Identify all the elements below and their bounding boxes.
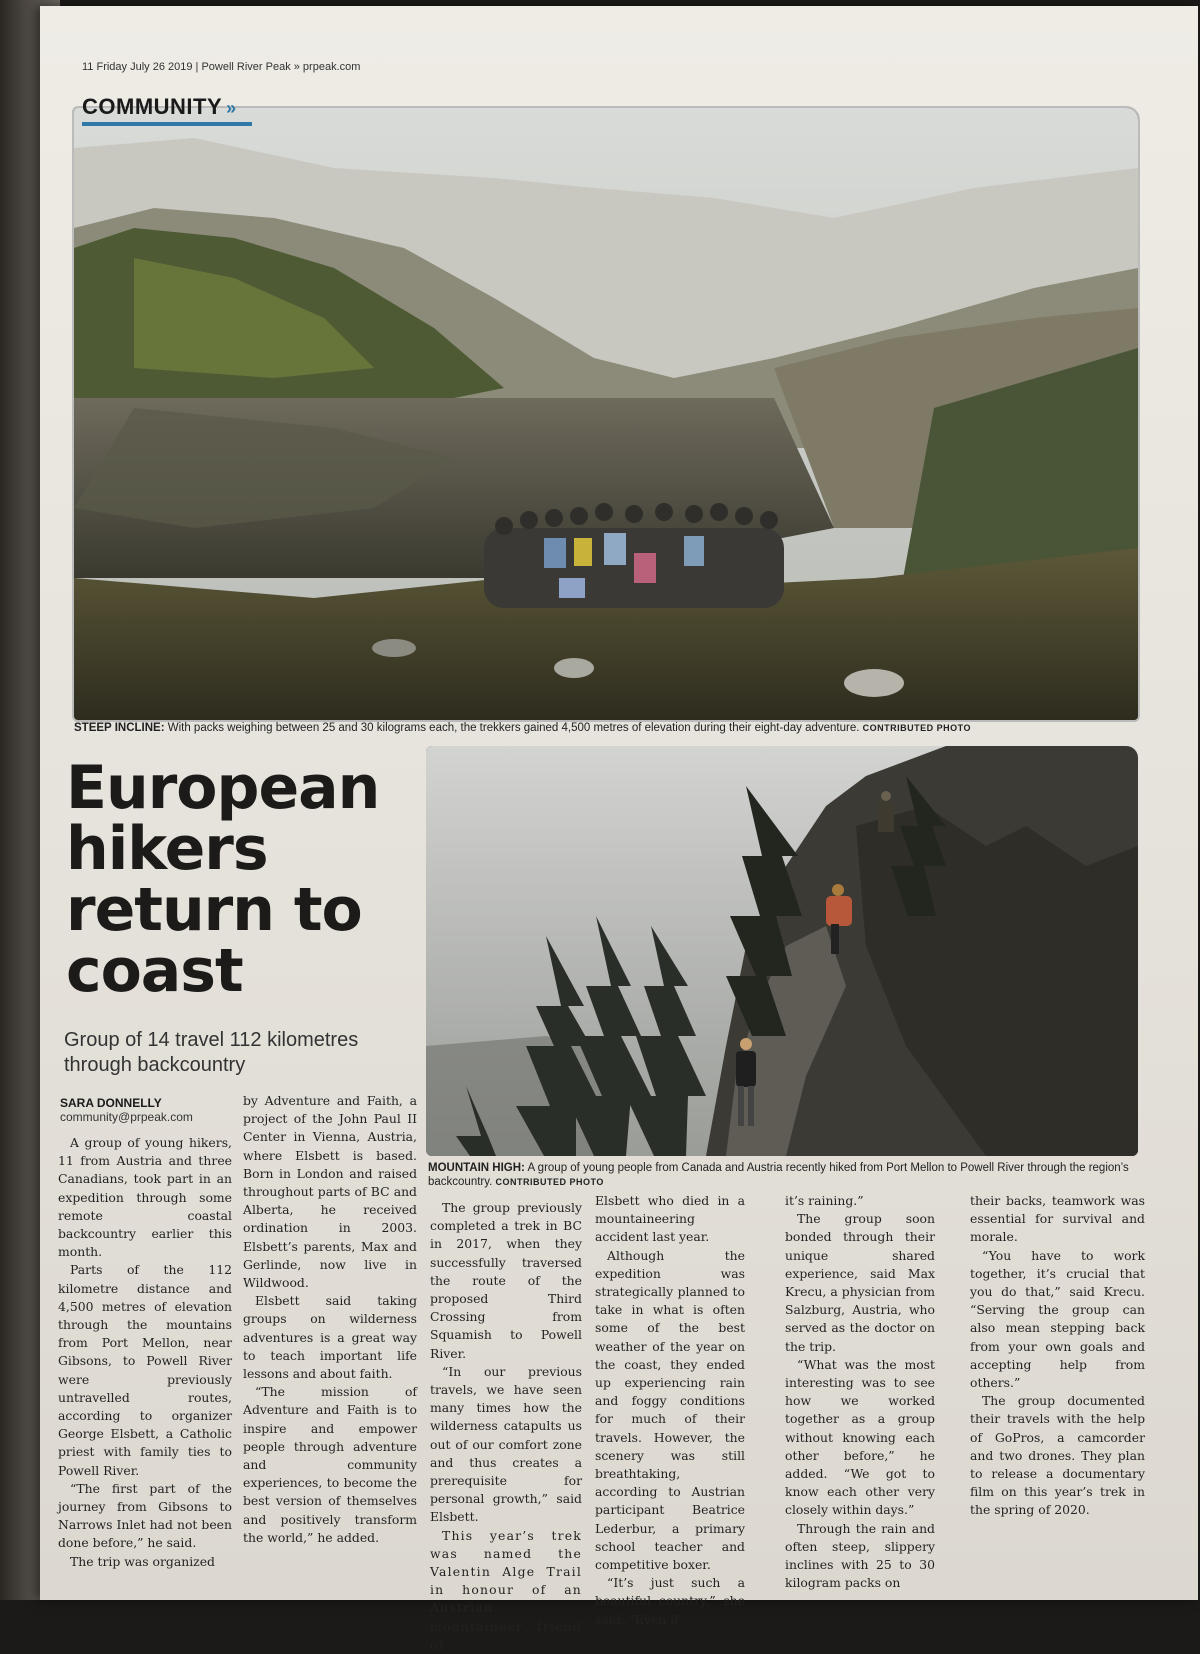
paragraph: The group previously completed a trek in BC in 2017, when they successfully traversed the route of the proposed Third Crossing from Squamish to Powell River. [430, 1200, 582, 1361]
caption-lead: STEEP INCLINE: [74, 722, 165, 734]
photo-lake-glacier [72, 106, 1140, 722]
caption-credit: CONTRIBUTED PHOTO [862, 723, 971, 733]
paragraph: The group soon bonded through their unique shared experience, said Max Krecu, a physician from Salzburg, Austria, who served as the doctor on the trip. [785, 1211, 935, 1354]
paragraph: Elsbett said taking groups on wilderness adventures is a great way to teach important life lessons and about faith. [243, 1293, 417, 1382]
article-column-2 [243, 1092, 417, 1547]
paragraph: “What was the most interesting was to see how we worked together as a group without knowing each other before,” he added. “We got to know each other very closely within days.” [785, 1356, 935, 1518]
article-headline: European hikers return to coast [66, 753, 380, 1006]
newspaper-page [40, 6, 1198, 1652]
article-column-6 [970, 1192, 1145, 1520]
section-label: COMMUNITY [82, 94, 223, 119]
paragraph: it’s raining.” [785, 1193, 864, 1208]
article-column-4 [595, 1192, 745, 1629]
section-rule [82, 122, 252, 126]
paragraph: The trip was organized [70, 1553, 215, 1569]
article-deck: Group of 14 travel 112 kilometres through backcountry [64, 1029, 359, 1076]
byline-email: community@prpeak.com [60, 1110, 193, 1124]
photo1-caption [74, 722, 1144, 734]
paragraph: “The first part of the journey from Gibsons to Narrows Inlet had not been done before,” he said. [58, 1480, 232, 1551]
page-folio: 11 Friday July 26 2019 | Powell River Peak » prpeak.com [82, 61, 361, 73]
hiker-group [484, 503, 784, 608]
chevron-right-icon: » [226, 98, 237, 118]
paragraph: “You have to work together, it’s crucial that you do that,” said Krecu. “Serving the group can also mean stepping back from your own goals and accepting help from others.” [970, 1247, 1145, 1391]
article-column-5 [785, 1192, 935, 1592]
byline-name: SARA DONNELLY [60, 1096, 162, 1110]
section-header [82, 94, 262, 126]
paragraph: A group of young hikers, 11 from Austria and three Canadians, took part in an expedition through some remote coastal backcountry earlier this month. [58, 1135, 232, 1260]
photo-rock-climb [426, 746, 1138, 1156]
photo2-caption [428, 1161, 1140, 1189]
caption-lead: MOUNTAIN HIGH: [428, 1162, 525, 1174]
paragraph: “In our previous travels, we have seen many times how the wilderness catapults us out of our comfort zone and thus creates a prerequisite for personal growth,” said Elsbett. [430, 1363, 582, 1525]
paragraph: “It’s just such a beautiful country,” she said. “Even if [595, 1575, 745, 1627]
landscape-photo-svg [74, 108, 1138, 720]
article-column-3 [430, 1199, 582, 1654]
paragraph: by Adventure and Faith, a project of the John Paul II Center in Vienna, Austria, where Elsbett is based. Born in London and raised throughout parts of BC and Alberta, he received ordination in 2003. Elsbett’s parents, Max and Gerlinde, now live in Wildwood. [243, 1093, 417, 1291]
paragraph: Through the rain and often steep, slippery inclines with 25 to 30 kilogram packs on [785, 1520, 935, 1591]
caption-text: With packs weighing between 25 and 30 kilograms each, the trekkers gained 4,500 metres of elevation during their eight-day adventure. [164, 722, 863, 734]
paragraph: Parts of the 112 kilometre distance and 4,500 metres of elevation through the mountains from Port Mellon, near Gibsons, to Powell River were previously untravelled routes, according to organizer George Elsbett, a Catholic priest with family ties to Powell River. [58, 1262, 232, 1478]
paragraph: This year’s trek was named the Valentin Alge Trail in honour of an Austrian mountaineer friend of [430, 1527, 582, 1652]
caption-text: A group of young people from Canada and Austria recently hiked from Port Mellon to Powell River through the region’s backcountry. [428, 1162, 1129, 1188]
article-column-1 [58, 1134, 232, 1571]
byline [60, 1096, 230, 1124]
paragraph: “The mission of Adventure and Faith is to inspire and empower people through adventure and community experiences, to become the best version of themselves and positively transform the world,” he added. [243, 1384, 417, 1545]
paragraph: Although the expedition was strategically planned to take in what is often some of the best weather of the year on the coast, they ended up experiencing rain and foggy conditions for much of their travels. However, the scenery was still breathtaking, according to Austrian participant Beatrice Lederbur, a primary school teacher and competitive boxer. [595, 1247, 745, 1573]
paragraph: their backs, teamwork was essential for survival and morale. [970, 1193, 1145, 1245]
paragraph: The group documented their travels with the help of GoPros, a camcorder and two drones. They plan to release a documentary film on this year’s trek in the spring of 2020. [970, 1393, 1145, 1518]
caption-credit: CONTRIBUTED PHOTO [495, 1177, 604, 1187]
paragraph: Elsbett who died in a mountaineering accident last year. [595, 1193, 745, 1245]
climbing-photo-svg [426, 746, 1138, 1156]
